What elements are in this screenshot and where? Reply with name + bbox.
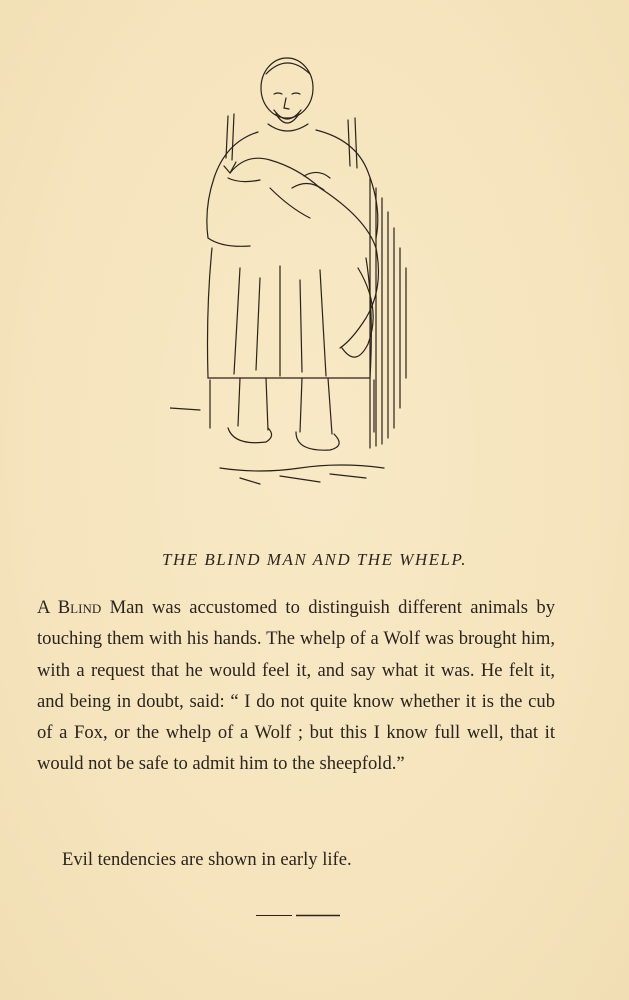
ornamental-rule: [256, 914, 340, 917]
fable-moral: Evil tendencies are shown in early life.: [62, 849, 352, 870]
fable-body: Man was accustomed to distinguish different animals by touching them with his hands. The whelp of a Wolf was brought him, with a request that he would feel it, and say what it was. He felt it, and being in doubt, said: “ I do not quite know whether it is the cub of a Fox, or the whelp of a Wolf ; but this I know full well, that it would not be safe to admit him to the sheepfold.”: [37, 597, 555, 775]
fable-first-word: A: [37, 597, 50, 618]
fable-smallcaps-word: Blind: [57, 597, 102, 618]
fable-text: [37, 592, 555, 780]
blind-man-and-whelp-engraving: [170, 48, 430, 498]
illustration-caption: THE BLIND MAN AND THE WHELP.: [162, 550, 467, 569]
